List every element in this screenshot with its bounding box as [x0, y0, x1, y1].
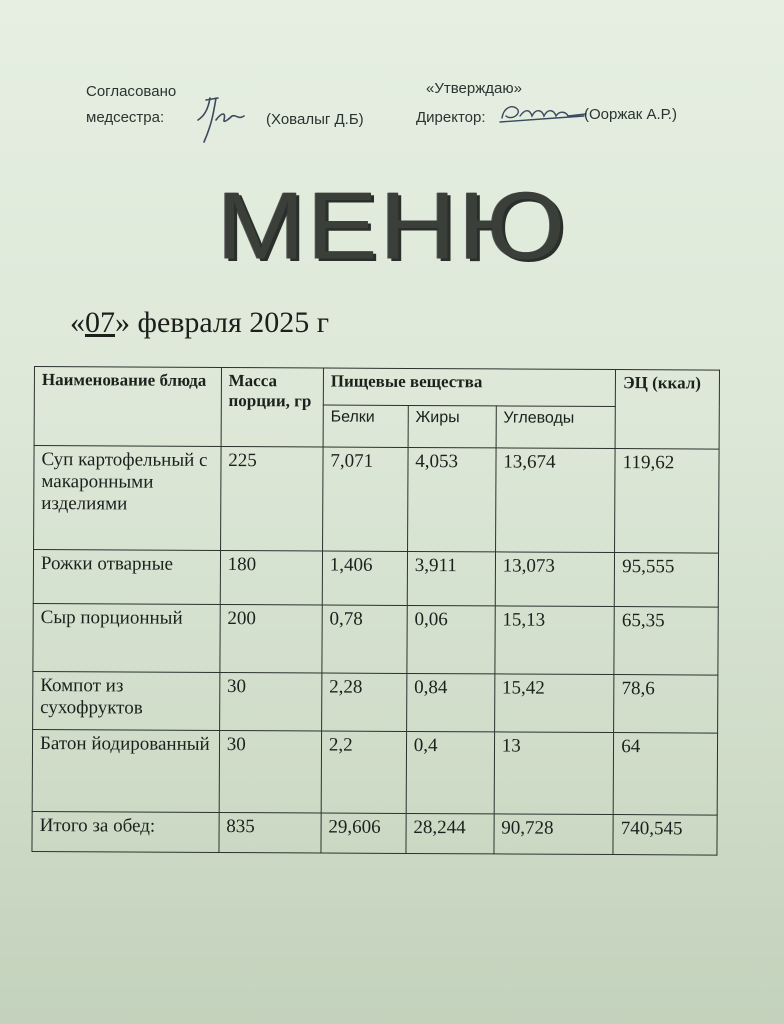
table-row [33, 603, 718, 675]
carbs-value: 13 [494, 732, 614, 815]
director-label: Директор: [416, 109, 486, 126]
proteins-value: 7,071 [322, 447, 407, 551]
mass-value: 225 [220, 446, 323, 551]
director-name: (Ооржак А.Р.) [584, 106, 677, 123]
energy-value: 65,35 [614, 607, 718, 676]
dish-name: Компот из сухофруктов [33, 671, 220, 730]
fats-value: 0,4 [406, 731, 494, 813]
carbs-value: 15,13 [495, 606, 615, 675]
header-proteins: Белки [323, 405, 408, 447]
agreed-label: Согласовано [86, 83, 177, 100]
table-header-row [34, 367, 719, 408]
nurse-name: (Ховалыг Д.Б) [266, 111, 364, 128]
menu-table [31, 366, 720, 856]
mass-value: 180 [220, 550, 322, 605]
proteins-value: 2,28 [321, 673, 406, 731]
carbs-value: 15,42 [494, 674, 614, 733]
energy-value: 95,555 [614, 553, 718, 608]
dish-name: Рожки отварные [33, 550, 220, 605]
table-row [32, 729, 717, 815]
carbs-value: 13,073 [495, 552, 615, 607]
approve-label: «Утверждаю» [426, 80, 522, 97]
total-carbs: 90,728 [494, 814, 614, 855]
nurse-label: медсестра: [86, 109, 165, 126]
fats-value: 3,911 [407, 551, 495, 605]
header-carbs: Углеводы [496, 406, 616, 449]
table-row [33, 550, 718, 608]
proteins-value: 2,2 [321, 731, 406, 813]
fats-value: 4,053 [407, 447, 495, 551]
proteins-value: 1,406 [322, 551, 407, 605]
total-label: Итого за обед: [32, 811, 219, 852]
table-total-row [32, 811, 717, 855]
header-nutrients: Пищевые вещества [323, 368, 616, 407]
energy-value: 119,62 [615, 449, 719, 554]
dish-name: Сыр порционный [33, 603, 220, 672]
date-rest: февраля 2025 г [130, 306, 330, 339]
dish-name: Суп картофельный с макаронными изделиями [34, 446, 221, 551]
menu-date: «07» февраля 2025 г [70, 306, 330, 339]
header-mass: Масса порции, гр [221, 367, 324, 447]
total-energy: 740,545 [613, 815, 717, 856]
header-fats: Жиры [408, 405, 496, 447]
director-signature [496, 98, 588, 132]
page-title: МЕНЮ [216, 172, 568, 280]
header-dish: Наименование блюда [34, 367, 221, 447]
total-proteins: 29,606 [321, 813, 406, 853]
carbs-value: 13,674 [495, 448, 615, 553]
mass-value: 200 [220, 604, 323, 673]
dish-name: Батон йодированный [32, 729, 219, 812]
total-fats: 28,244 [406, 813, 494, 853]
nurse-signature [192, 90, 256, 146]
energy-value: 64 [613, 733, 717, 816]
proteins-value: 0,78 [322, 605, 407, 673]
fats-value: 0,06 [407, 605, 495, 673]
table-row [33, 671, 718, 733]
mass-value: 30 [219, 672, 321, 731]
header-energy: ЭЦ (ккал) [615, 370, 719, 450]
total-mass: 835 [219, 812, 321, 853]
date-day: 07 [85, 306, 115, 339]
energy-value: 78,6 [614, 675, 718, 734]
fats-value: 0,84 [406, 673, 494, 731]
table-row [34, 446, 720, 554]
mass-value: 30 [219, 730, 322, 813]
